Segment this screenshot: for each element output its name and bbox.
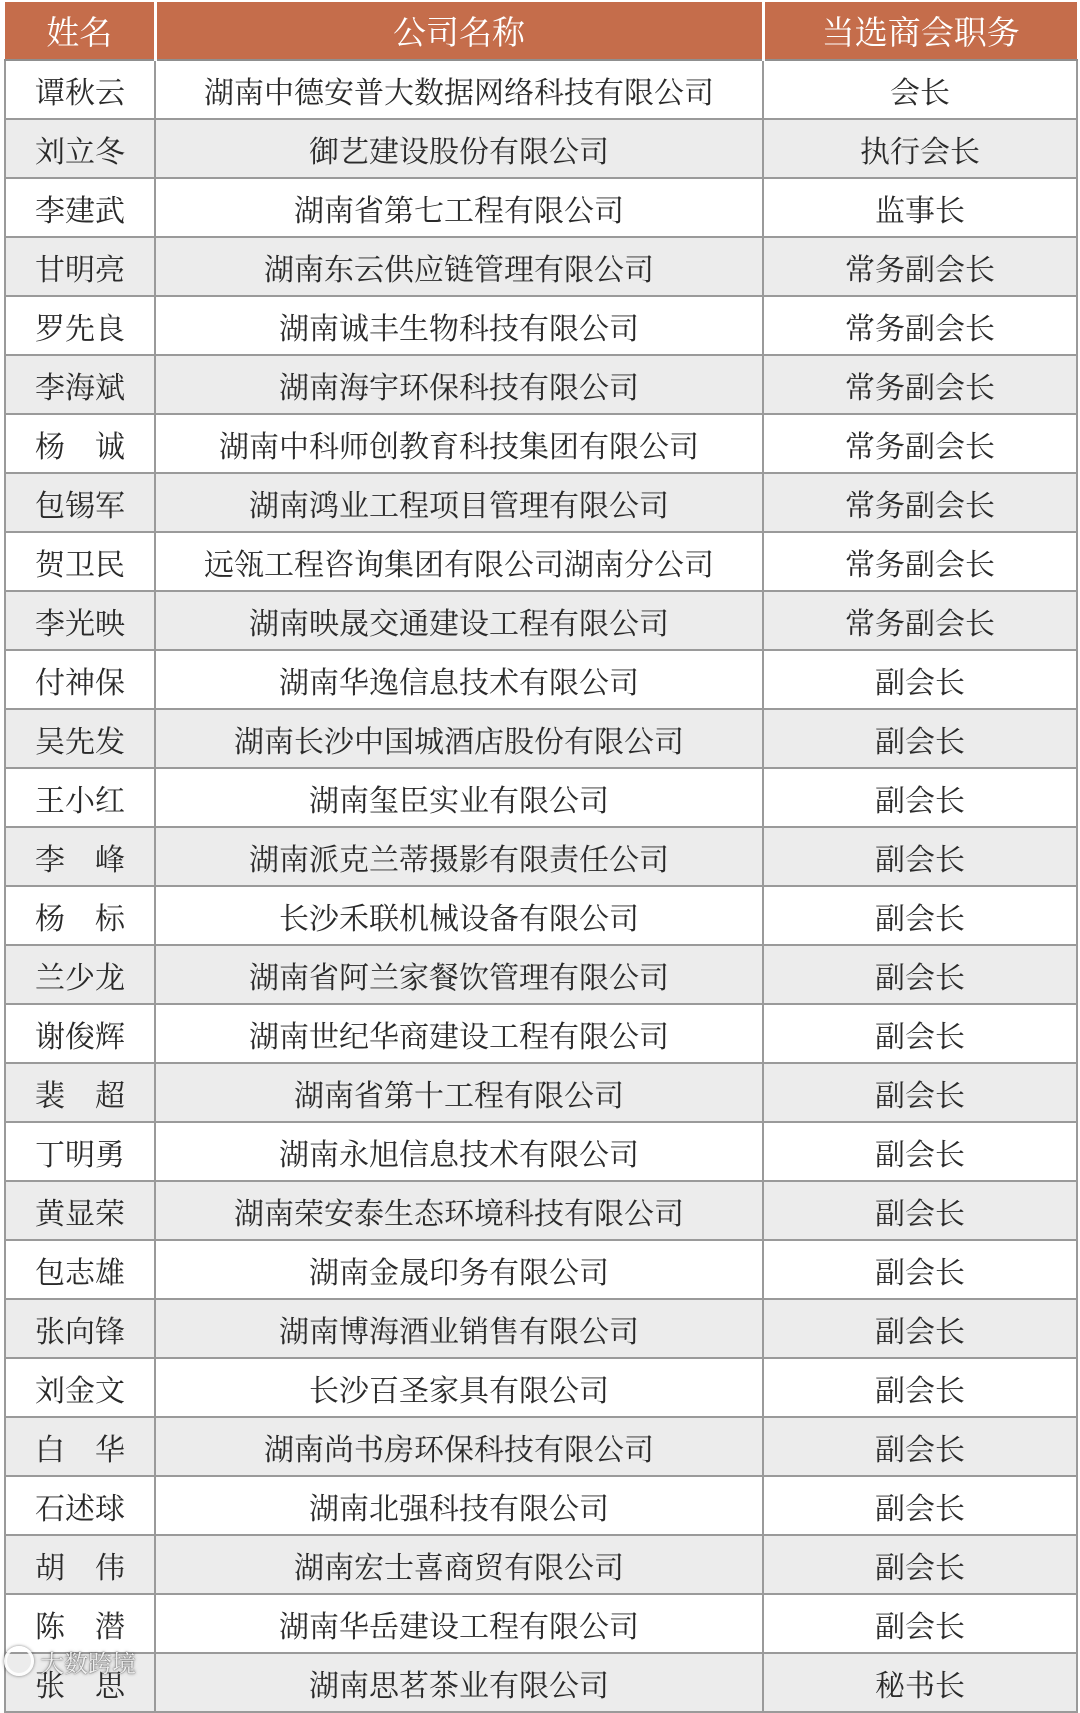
cell-company: 湖南世纪华商建设工程有限公司 bbox=[155, 1004, 763, 1063]
cell-company: 长沙禾联机械设备有限公司 bbox=[155, 886, 763, 945]
cell-role: 监事长 bbox=[763, 178, 1077, 237]
table-row bbox=[5, 1535, 1077, 1594]
cell-company: 湖南金晟印务有限公司 bbox=[155, 1240, 763, 1299]
cell-company: 长沙百圣家具有限公司 bbox=[155, 1358, 763, 1417]
table-row bbox=[5, 1240, 1077, 1299]
cell-role: 副会长 bbox=[763, 1240, 1077, 1299]
cell-role: 秘书长 bbox=[763, 1653, 1077, 1712]
table-row bbox=[5, 119, 1077, 178]
cell-name: 付神保 bbox=[5, 650, 155, 709]
cell-name: 裴 超 bbox=[5, 1063, 155, 1122]
table-row bbox=[5, 414, 1077, 473]
cell-name: 甘明亮 bbox=[5, 237, 155, 296]
table-row bbox=[5, 532, 1077, 591]
table-row bbox=[5, 1417, 1077, 1476]
cell-company: 湖南省第十工程有限公司 bbox=[155, 1063, 763, 1122]
table-row bbox=[5, 886, 1077, 945]
cell-role: 副会长 bbox=[763, 1594, 1077, 1653]
header-name: 姓名 bbox=[5, 2, 155, 60]
cell-company: 湖南诚丰生物科技有限公司 bbox=[155, 296, 763, 355]
cell-company: 湖南宏士喜商贸有限公司 bbox=[155, 1535, 763, 1594]
table-row bbox=[5, 1122, 1077, 1181]
cell-role: 副会长 bbox=[763, 1417, 1077, 1476]
table-row bbox=[5, 1299, 1077, 1358]
cell-name: 张向锋 bbox=[5, 1299, 155, 1358]
table-row bbox=[5, 591, 1077, 650]
cell-company: 湖南华逸信息技术有限公司 bbox=[155, 650, 763, 709]
cell-role: 副会长 bbox=[763, 945, 1077, 1004]
cell-name: 贺卫民 bbox=[5, 532, 155, 591]
roster-table bbox=[4, 2, 1078, 1713]
cell-role: 常务副会长 bbox=[763, 237, 1077, 296]
cell-role: 常务副会长 bbox=[763, 414, 1077, 473]
cell-company: 湖南博海酒业销售有限公司 bbox=[155, 1299, 763, 1358]
cell-company: 湖南省第七工程有限公司 bbox=[155, 178, 763, 237]
cell-company: 湖南华岳建设工程有限公司 bbox=[155, 1594, 763, 1653]
cell-role: 常务副会长 bbox=[763, 355, 1077, 414]
watermark-logo-icon bbox=[4, 1646, 34, 1676]
cell-company: 湖南海宇环保科技有限公司 bbox=[155, 355, 763, 414]
cell-role: 副会长 bbox=[763, 1476, 1077, 1535]
table-row bbox=[5, 1594, 1077, 1653]
cell-name: 李 峰 bbox=[5, 827, 155, 886]
cell-role: 常务副会长 bbox=[763, 296, 1077, 355]
cell-role: 副会长 bbox=[763, 1299, 1077, 1358]
header-company: 公司名称 bbox=[155, 2, 763, 60]
cell-name: 包志雄 bbox=[5, 1240, 155, 1299]
cell-name: 谢俊辉 bbox=[5, 1004, 155, 1063]
table-row bbox=[5, 945, 1077, 1004]
cell-company: 湖南映晟交通建设工程有限公司 bbox=[155, 591, 763, 650]
cell-name: 谭秋云 bbox=[5, 60, 155, 119]
cell-role: 副会长 bbox=[763, 768, 1077, 827]
cell-role: 副会长 bbox=[763, 709, 1077, 768]
cell-name: 刘立冬 bbox=[5, 119, 155, 178]
cell-name: 丁明勇 bbox=[5, 1122, 155, 1181]
cell-role: 副会长 bbox=[763, 650, 1077, 709]
cell-role: 副会长 bbox=[763, 1063, 1077, 1122]
cell-role: 副会长 bbox=[763, 886, 1077, 945]
table-row bbox=[5, 1181, 1077, 1240]
table-row bbox=[5, 1063, 1077, 1122]
cell-name: 吴先发 bbox=[5, 709, 155, 768]
cell-name: 李光映 bbox=[5, 591, 155, 650]
cell-company: 湖南鸿业工程项目管理有限公司 bbox=[155, 473, 763, 532]
cell-role: 常务副会长 bbox=[763, 473, 1077, 532]
table-row bbox=[5, 709, 1077, 768]
cell-company: 湖南玺臣实业有限公司 bbox=[155, 768, 763, 827]
cell-name: 包锡军 bbox=[5, 473, 155, 532]
cell-name: 张 思 bbox=[5, 1653, 155, 1712]
cell-role: 副会长 bbox=[763, 1535, 1077, 1594]
cell-role: 执行会长 bbox=[763, 119, 1077, 178]
cell-role: 副会长 bbox=[763, 1181, 1077, 1240]
cell-name: 王小红 bbox=[5, 768, 155, 827]
cell-name: 杨 诚 bbox=[5, 414, 155, 473]
cell-company: 御艺建设股份有限公司 bbox=[155, 119, 763, 178]
cell-role: 副会长 bbox=[763, 1122, 1077, 1181]
cell-role: 副会长 bbox=[763, 1358, 1077, 1417]
cell-name: 杨 标 bbox=[5, 886, 155, 945]
cell-name: 刘金文 bbox=[5, 1358, 155, 1417]
table-row bbox=[5, 296, 1077, 355]
cell-name: 李建武 bbox=[5, 178, 155, 237]
cell-name: 李海斌 bbox=[5, 355, 155, 414]
cell-company: 湖南长沙中国城酒店股份有限公司 bbox=[155, 709, 763, 768]
cell-role: 会长 bbox=[763, 60, 1077, 119]
cell-company: 湖南思茗茶业有限公司 bbox=[155, 1653, 763, 1712]
cell-company: 湖南尚书房环保科技有限公司 bbox=[155, 1417, 763, 1476]
cell-company: 湖南中科师创教育科技集团有限公司 bbox=[155, 414, 763, 473]
table-row bbox=[5, 768, 1077, 827]
table-row bbox=[5, 473, 1077, 532]
cell-company: 湖南北强科技有限公司 bbox=[155, 1476, 763, 1535]
cell-company: 湖南省阿兰家餐饮管理有限公司 bbox=[155, 945, 763, 1004]
cell-name: 陈 潜 bbox=[5, 1594, 155, 1653]
watermark bbox=[4, 1641, 136, 1681]
cell-name: 黄显荣 bbox=[5, 1181, 155, 1240]
roster-body bbox=[5, 60, 1077, 1712]
cell-name: 石述球 bbox=[5, 1476, 155, 1535]
cell-role: 副会长 bbox=[763, 1004, 1077, 1063]
cell-company: 湖南永旭信息技术有限公司 bbox=[155, 1122, 763, 1181]
table-row bbox=[5, 1476, 1077, 1535]
cell-name: 胡 伟 bbox=[5, 1535, 155, 1594]
cell-role: 常务副会长 bbox=[763, 591, 1077, 650]
table-row bbox=[5, 60, 1077, 119]
cell-name: 兰少龙 bbox=[5, 945, 155, 1004]
header-row bbox=[5, 2, 1077, 60]
table-row bbox=[5, 1004, 1077, 1063]
cell-company: 湖南荣安泰生态环境科技有限公司 bbox=[155, 1181, 763, 1240]
table-row bbox=[5, 650, 1077, 709]
table-row bbox=[5, 237, 1077, 296]
table-row bbox=[5, 1653, 1077, 1712]
cell-role: 常务副会长 bbox=[763, 532, 1077, 591]
cell-name: 白 华 bbox=[5, 1417, 155, 1476]
cell-company: 湖南中德安普大数据网络科技有限公司 bbox=[155, 60, 763, 119]
cell-company: 湖南派克兰蒂摄影有限责任公司 bbox=[155, 827, 763, 886]
table-row bbox=[5, 827, 1077, 886]
cell-role: 副会长 bbox=[763, 827, 1077, 886]
cell-company: 湖南东云供应链管理有限公司 bbox=[155, 237, 763, 296]
cell-company: 远瓴工程咨询集团有限公司湖南分公司 bbox=[155, 532, 763, 591]
table-row bbox=[5, 178, 1077, 237]
watermark-text: 大数跨境 bbox=[40, 1649, 136, 1678]
cell-name: 罗先良 bbox=[5, 296, 155, 355]
header-role: 当选商会职务 bbox=[763, 2, 1077, 60]
table-row bbox=[5, 355, 1077, 414]
table-row bbox=[5, 1358, 1077, 1417]
